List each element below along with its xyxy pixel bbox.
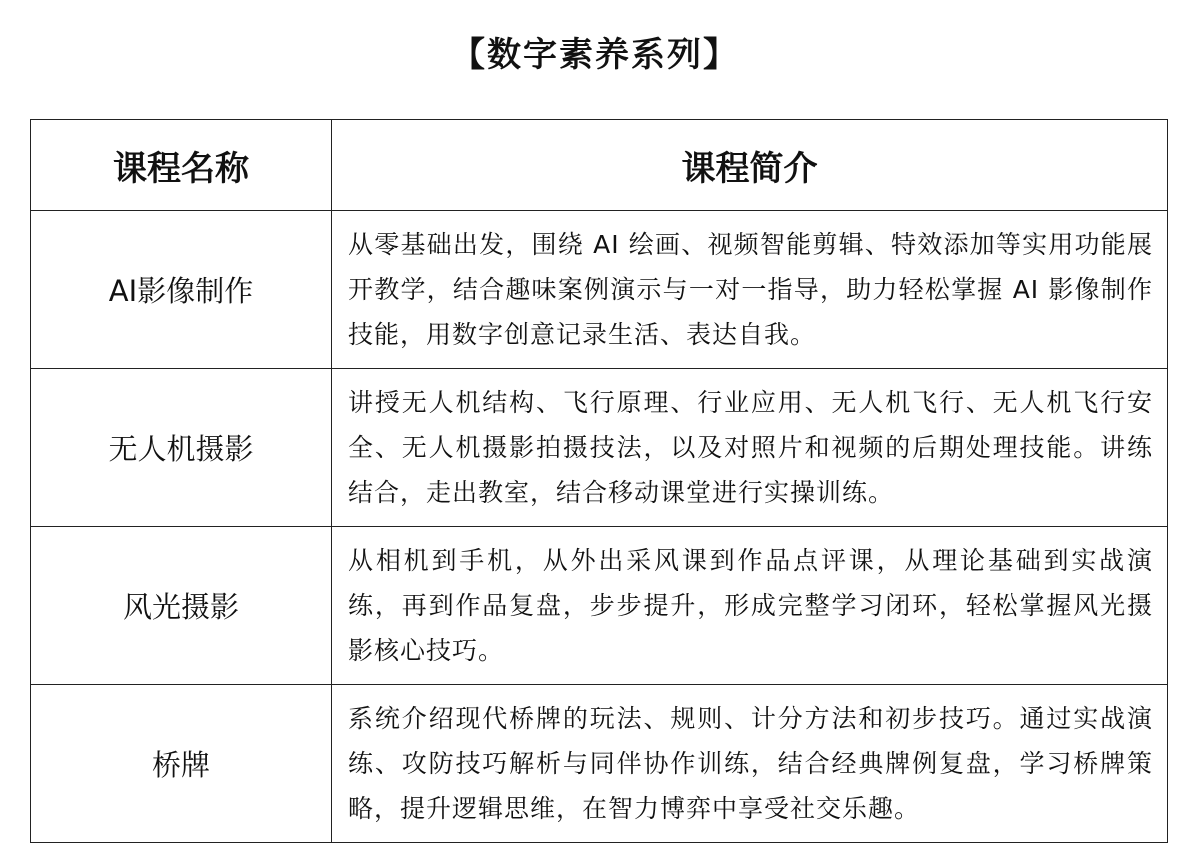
table-row (31, 211, 1168, 369)
course-description: 从相机到手机，从外出采风课到作品点评课，从理论基础到实战演练，再到作品复盘，步步提升，形成完整学习闭环，轻松掌握风光摄影核心技巧。 (332, 527, 1168, 685)
table-row (31, 527, 1168, 685)
course-name: 风光摄影 (31, 527, 332, 685)
course-description: 系统介绍现代桥牌的玩法、规则、计分方法和初步技巧。通过实战演练、攻防技巧解析与同伴协作训练，结合经典牌例复盘，学习桥牌策略，提升逻辑思维，在智力博弈中享受社交乐趣。 (332, 685, 1168, 843)
course-name: AI影像制作 (31, 211, 332, 369)
course-name: 无人机摄影 (31, 369, 332, 527)
table-row (31, 685, 1168, 843)
header-course-description: 课程简介 (332, 120, 1168, 211)
header-course-name: 课程名称 (31, 120, 332, 211)
course-description: 讲授无人机结构、飞行原理、行业应用、无人机飞行、无人机飞行安全、无人机摄影拍摄技法，以及对照片和视频的后期处理技能。讲练结合，走出教室，结合移动课堂进行实操训练。 (332, 369, 1168, 527)
course-description: 从零基础出发，围绕 AI 绘画、视频智能剪辑、特效添加等实用功能展开教学，结合趣味案例演示与一对一指导，助力轻松掌握 AI 影像制作技能，用数字创意记录生活、表达自我。 (332, 211, 1168, 369)
page-title: 【数字素养系列】 (451, 35, 739, 75)
course-name: 桥牌 (31, 685, 332, 843)
course-table (30, 119, 1168, 843)
table-row (31, 369, 1168, 527)
table-header-row (31, 120, 1168, 211)
